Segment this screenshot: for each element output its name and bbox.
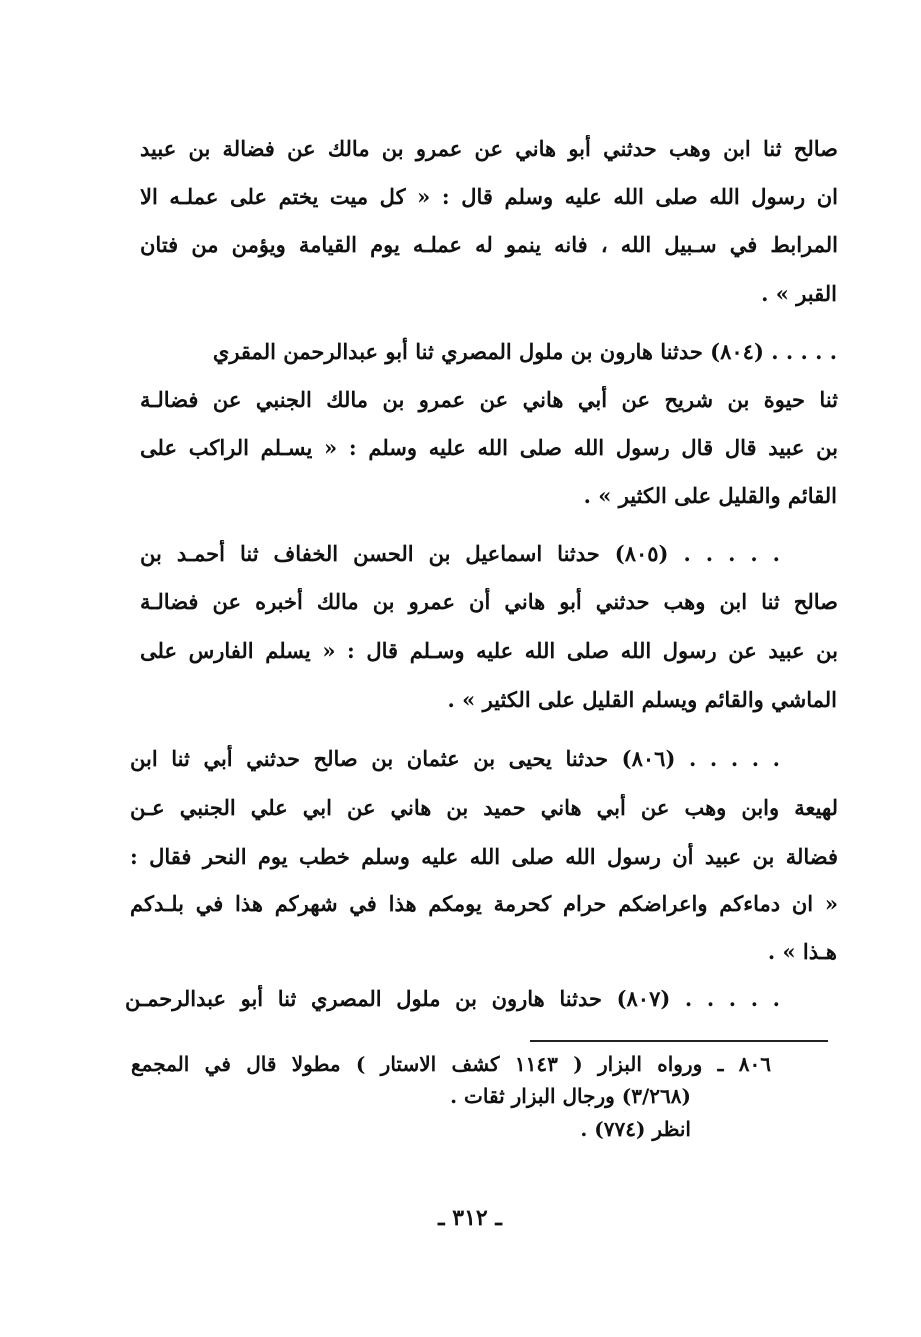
footnote-line: انظر (٧٧٤) . [580, 1117, 691, 1141]
page-number: ـ ٣١٢ ـ [438, 1205, 502, 1231]
footnote-separator [530, 1040, 828, 1042]
footnote-line: ٨٠٦ ـ ورواه البزار ( ١١٤٣ كشف الاستار ) مطولا قال في المجمع [131, 1052, 771, 1076]
text-line: ان رسول الله صلى الله عليه وسلم قال : « كل ميت يختم على عملـه الا [140, 184, 838, 209]
hadith-804-heading: . . . . . (٨٠٤) حدثنا هارون بن ملول المصري ثنا أبو عبدالرحمن المقري [212, 339, 837, 364]
text-line: القائم والقليل على الكثير » . [583, 483, 837, 508]
hadith-807-heading: . . . . . (٨٠٧) حدثنا هارون بن ملول المصري ثنا أبو عبدالرحمـن [125, 986, 780, 1011]
text-line: بن عبيد عن رسول الله صلى الله عليه وسـلم قال : « يسلم الفارس على [140, 638, 838, 663]
text-line: لهيعة وابن وهب عن أبي هاني حميد بن هاني عن ابي علي الجنبي عـن [130, 795, 838, 820]
text-line: الماشي والقائم ويسلم القليل على الكثير » . [447, 687, 837, 712]
text-line: ثنا حيوة بن شريح عن أبي هاني عن عمرو بن مالك الجنبي عن فضالـة [140, 387, 838, 412]
text-line: صالح ثنا ابن وهب حدثني أبو هاني أن عمرو بن مالك أخبره عن فضالـة [140, 589, 838, 614]
text-line: صالح ثنا ابن وهب حدثني أبو هاني عن عمرو بن مالك عن فضالة بن عبيد [140, 136, 838, 161]
text-line: هـذا » . [767, 939, 837, 964]
text-line: « ان دماءكم واعراضكم حرام كحرمة يومكم هذا في شهركم هذا في بلـدكم [130, 891, 838, 916]
text-line: المرابط في سـبيل الله ، فانه ينمو له عملـه يوم القيامة ويؤمن من فتان [140, 232, 838, 257]
hadith-806-heading: . . . . . (٨٠٦) حدثنا يحيى بن عثمان بن صالح حدثني أبي ثنا ابن [130, 746, 780, 771]
footnote-line: (٣/٢٦٨) ورجال البزار ثقات . [450, 1084, 691, 1108]
text-line: بن عبيد قال قال رسول الله صلى الله عليه وسلم : « يسـلم الراكب على [140, 435, 838, 460]
text-line: القبر » . [761, 281, 837, 306]
text-line: فضالة بن عبيد أن رسول الله صلى الله عليه وسلم خطب يوم النحر فقال : [130, 844, 838, 869]
hadith-805-heading: . . . . . (٨٠٥) حدثنا اسماعيل بن الحسن الخفاف ثنا أحمـد بن [140, 541, 780, 566]
